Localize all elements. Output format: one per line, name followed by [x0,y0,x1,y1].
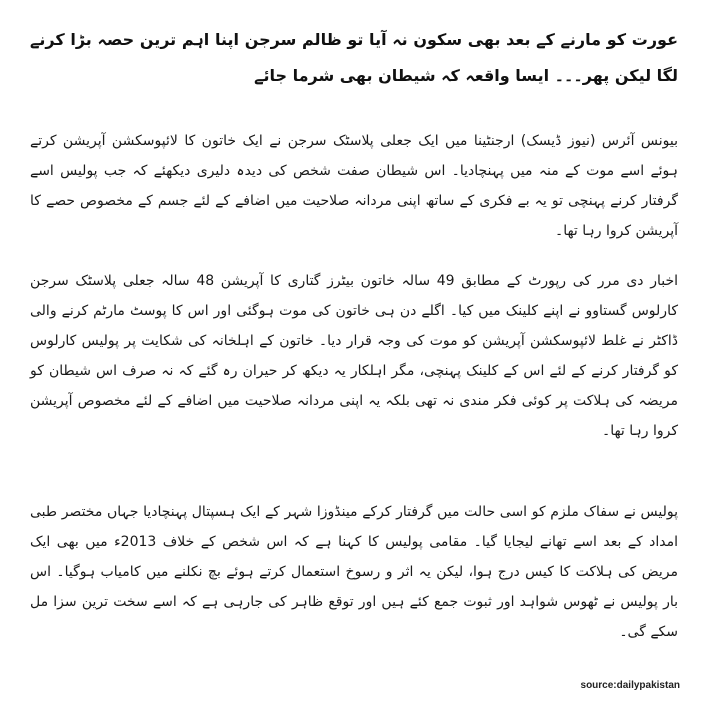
article-paragraph-3: پولیس نے سفاک ملزم کو اسی حالت میں گرفتار کرکے مینڈوزا شہر کے ایک ہسپتال پہنچادیا جہاں مختصر طبی امداد کے بعد اسے تھانے لیجایا گیا۔ مقامی پولیس کا کہنا ہے کہ اس شخص کے خلاف 2013ء میں بھی ایک مریض کی ہلاکت کا کیس درج ہوا، لیکن یہ اثر و رسوخ استعمال کرتے ہوئے بچ نکلنے میں کامیاب ہوگیا۔ اس بار پولیس نے ٹھوس شواہد اور ثبوت جمع کئے ہیں اور توقع ظاہر کی جارہی ہے کہ اسے سخت ترین سزا مل سکے گی۔ [30,504,678,640]
source-credit: source:dailypakistan [580,680,680,691]
article-paragraph-2: اخبار دی مرر کی رپورٹ کے مطابق 49 سالہ خاتون بیٹرز گتاری کا آپریشن 48 سالہ جعلی پلاسٹک سرجن کارلوس گستاوو نے اپنے کلینک میں کیا۔ اگلے دن ہی خاتون کی موت ہوگئی اور اس کا پوسٹ مارٹم کرنے والی ڈاکٹر نے غلط لائپوسکشن آپریشن کو موت کی وجہ قرار دیا۔ خاتون کے اہلخانہ کی شکایت پر پولیس کارلوس کو گرفتار کرنے کے لئے اس کے کلینک پہنچی، مگر اہلکار یہ دیکھ کر حیران رہ گئے کہ نہ صرف اس شیطان کو مریضہ کی ہلاکت پر کوئی فکر مندی نہ تھی بلکہ یہ اپنی مردانہ صلاحیت میں اضافے کے لئے مخصوص آپریشن کروا رہا تھا۔ [30,273,678,439]
article-paragraph-1: بیونس آئرس (نیوز ڈیسک) ارجنٹینا میں ایک جعلی پلاسٹک سرجن نے ایک خاتون کا لائپوسکشن آپریشن کرتے ہوئے اسے موت کے منہ میں پہنچادیا۔ اس شیطان صفت شخص کی دیدہ دلیری دیکھئے کہ جب پولیس اسے گرفتار کرنے پہنچی تو یہ بے فکری کے ساتھ اپنی مردانہ صلاحیت میں اضافے کے لئے جسم کے مخصوص حصے کا آپریشن کروا رہا تھا۔ [30,133,678,239]
article-headline: عورت کو مارنے کے بعد بھی سکون نہ آیا تو ظالم سرجن اپنا اہم ترین حصہ بڑا کرنے لگا لیکن پھر۔۔۔ ایسا واقعہ کہ شیطان بھی شرما جائے [30,30,678,85]
